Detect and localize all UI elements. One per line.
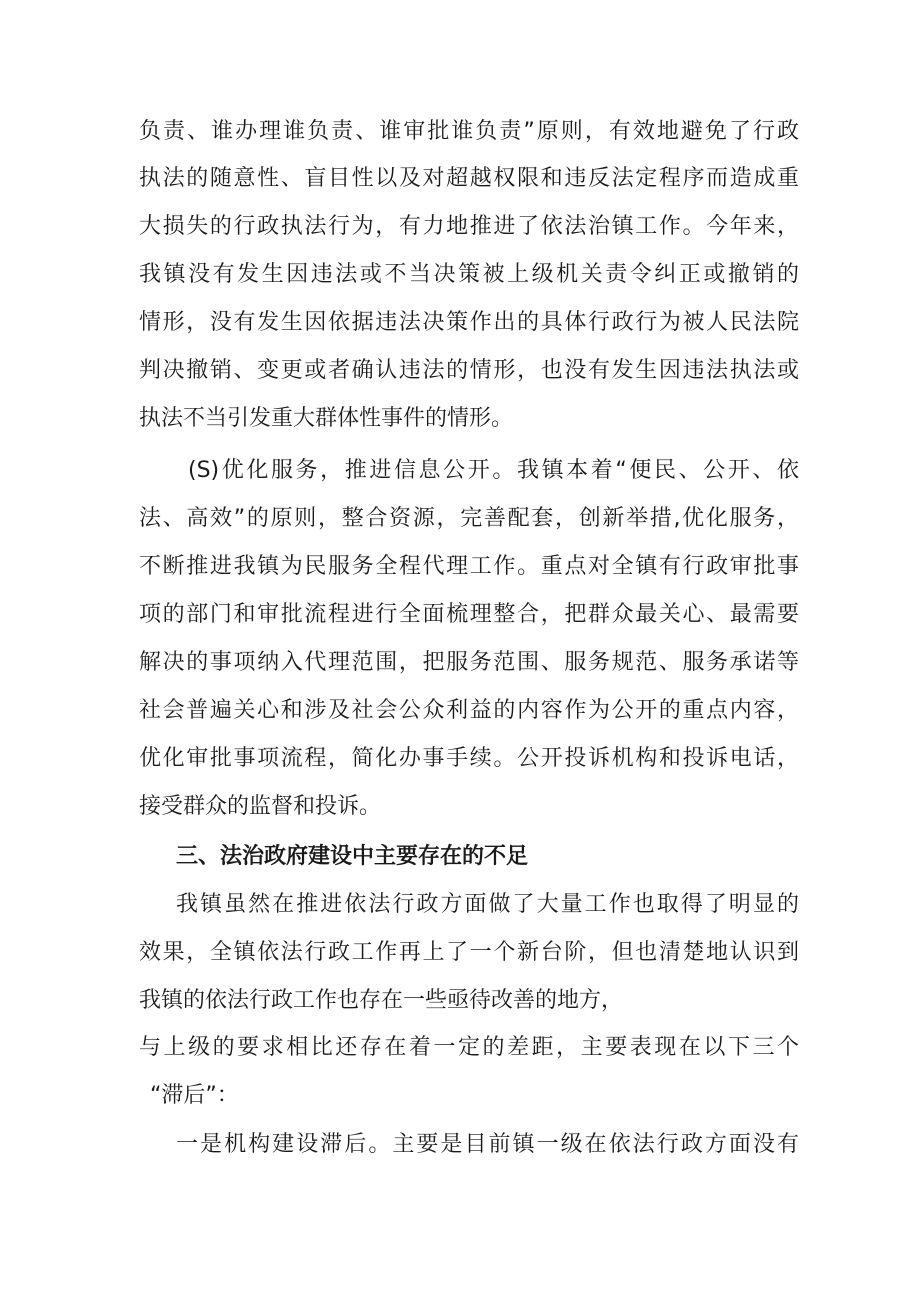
- text-line: 解决的事项纳入代理范围，把服务范围、服务规范、服务承诺等: [139, 650, 799, 675]
- text-line: 判决撤销、变更或者确认违法的情形，也没有发生因违法执法或: [139, 358, 799, 383]
- section-heading: 三、法治政府建设中主要存在的不足: [176, 844, 529, 869]
- text-line: 我镇的依法行政工作也存在一些亟待改善的地方，: [139, 988, 624, 1013]
- text-line: 情形，没有发生因依据违法决策作出的具体行政行为被人民法院: [139, 310, 799, 335]
- text-line: 项的部门和审批流程进行全面梳理整合，把群众最关心、最需要: [139, 602, 799, 627]
- text-line: 我镇虽然在推进依法行政方面做了大量工作也取得了明显的: [176, 892, 799, 917]
- text-line: “滞后”：: [150, 1083, 239, 1108]
- text-line: 执法的随意性、盲目性以及对超越权限和违反法定程序而造成重: [139, 166, 799, 191]
- text-line: (S)优化服务，推进信息公开。我镇本着“便民、公开、依: [188, 458, 799, 483]
- text-line: 不断推进我镇为民服务全程代理工作。重点对全镇有行政审批事: [139, 554, 799, 579]
- text-line: 效果，全镇依法行政工作再上了一个新台阶，但也清楚地认识到: [139, 940, 799, 965]
- text-line: 大损失的行政执法行为，有力地推进了依法治镇工作。今年来，: [139, 214, 799, 239]
- text-line: 执法不当引发重大群体性事件的情形。: [139, 406, 514, 431]
- text-line: 与上级的要求相比还存在着一定的差距，主要表现在以下三个: [139, 1035, 799, 1060]
- text-line: 接受群众的监督和投诉。: [139, 794, 382, 819]
- text-line: 我镇没有发生因违法或不当决策被上级机关责令纠正或撤销的: [139, 262, 799, 287]
- text-line: 一是机构建设滞后。主要是目前镇一级在依法行政方面没有: [176, 1132, 799, 1157]
- text-line: 法、高效”的原则，整合资源，完善配套，创新举措,优化服务，: [139, 506, 799, 531]
- text-line: 负责、谁办理谁负责、谁审批谁负责”原则，有效地避免了行政: [139, 119, 799, 144]
- text-line: 优化审批事项流程，简化办事手续。公开投诉机构和投诉电话，: [139, 746, 799, 771]
- text-line: 社会普遍关心和涉及社会公众利益的内容作为公开的重点内容，: [139, 698, 799, 723]
